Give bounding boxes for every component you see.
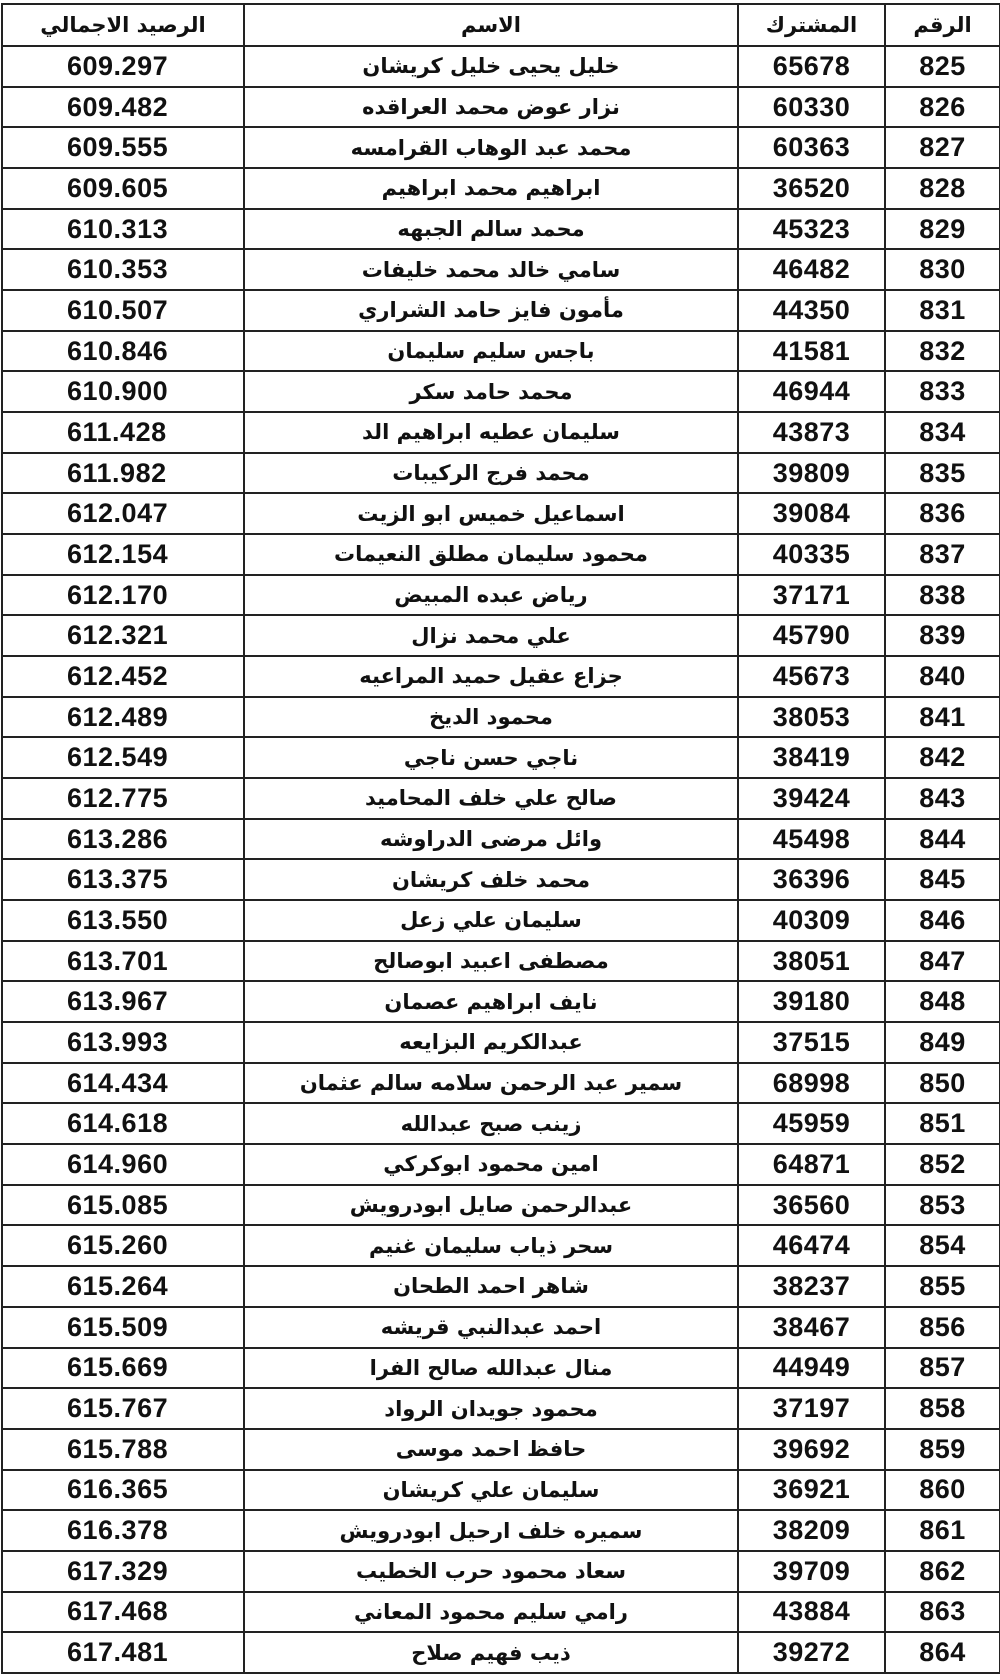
- number-cell: 857: [885, 1348, 1000, 1389]
- table-row: [2, 1022, 1000, 1063]
- subscriber-cell: 46482: [738, 249, 885, 290]
- name-cell: رامي سليم محمود المعاني: [244, 1592, 738, 1633]
- number-cell: 846: [885, 900, 1000, 941]
- subscriber-cell: 36396: [738, 859, 885, 900]
- subscriber-cell: 43873: [738, 412, 885, 453]
- number-cell: 829: [885, 209, 1000, 250]
- subscriber-cell: 46474: [738, 1225, 885, 1266]
- subscriber-cell: 38467: [738, 1307, 885, 1348]
- name-cell: عبدالكريم البزايعه: [244, 1022, 738, 1063]
- name-cell: ذيب فهيم صلاح: [244, 1632, 738, 1673]
- subscriber-cell: 46944: [738, 371, 885, 412]
- total-balance-cell: 612.775: [2, 778, 244, 819]
- number-cell: 850: [885, 1063, 1000, 1104]
- number-cell: 861: [885, 1510, 1000, 1551]
- subscriber-cell: 64871: [738, 1144, 885, 1185]
- name-cell: محمود سليمان مطلق النعيمات: [244, 534, 738, 575]
- subscriber-cell: 38209: [738, 1510, 885, 1551]
- subscriber-cell: 36560: [738, 1185, 885, 1226]
- total-balance-cell: 611.982: [2, 453, 244, 494]
- name-cell: وائل مرضى الدراوشه: [244, 819, 738, 860]
- subscriber-cell: 39180: [738, 981, 885, 1022]
- table-row: [2, 1063, 1000, 1104]
- total-balance-cell: 615.264: [2, 1266, 244, 1307]
- name-cell: مأمون فايز حامد الشراري: [244, 290, 738, 331]
- table-row: [2, 1185, 1000, 1226]
- total-balance-cell: 610.846: [2, 331, 244, 372]
- number-cell: 834: [885, 412, 1000, 453]
- total-balance-cell: 612.047: [2, 493, 244, 534]
- name-cell: علي محمد نزال: [244, 615, 738, 656]
- number-cell: 827: [885, 127, 1000, 168]
- name-cell: محمد سالم الجبهه: [244, 209, 738, 250]
- subscriber-cell: 65678: [738, 46, 885, 87]
- table-row: [2, 1225, 1000, 1266]
- name-cell: محمد خلف كريشان: [244, 859, 738, 900]
- table-row: [2, 819, 1000, 860]
- name-cell: محمد عبد الوهاب القرامسه: [244, 127, 738, 168]
- subscriber-cell: 39424: [738, 778, 885, 819]
- total-balance-cell: 612.489: [2, 697, 244, 738]
- subscriber-cell: 40309: [738, 900, 885, 941]
- subscriber-cell: 45323: [738, 209, 885, 250]
- number-cell: 835: [885, 453, 1000, 494]
- subscriber-cell: 60363: [738, 127, 885, 168]
- table-row: [2, 575, 1000, 616]
- total-balance-cell: 614.618: [2, 1103, 244, 1144]
- table-row: [2, 1632, 1000, 1673]
- name-cell: نزار عوض محمد العراقده: [244, 87, 738, 128]
- total-balance-cell: 613.286: [2, 819, 244, 860]
- number-cell: 839: [885, 615, 1000, 656]
- table-row: [2, 290, 1000, 331]
- name-cell: زينب صبح عبدالله: [244, 1103, 738, 1144]
- table-row: [2, 1551, 1000, 1592]
- name-cell: محمد حامد سكر: [244, 371, 738, 412]
- name-cell: محمد فرج الركيبات: [244, 453, 738, 494]
- number-cell: 825: [885, 46, 1000, 87]
- header-total-balance: الرصيد الاجمالي: [2, 4, 244, 46]
- number-cell: 853: [885, 1185, 1000, 1226]
- number-cell: 851: [885, 1103, 1000, 1144]
- number-cell: 862: [885, 1551, 1000, 1592]
- number-cell: 840: [885, 656, 1000, 697]
- subscriber-cell: 45673: [738, 656, 885, 697]
- number-cell: 832: [885, 331, 1000, 372]
- subscriber-cell: 37197: [738, 1388, 885, 1429]
- header-number: الرقم: [885, 4, 1000, 46]
- name-cell: خليل يحيى خليل كريشان: [244, 46, 738, 87]
- header-subscriber: المشترك: [738, 4, 885, 46]
- total-balance-cell: 617.481: [2, 1632, 244, 1673]
- number-cell: 836: [885, 493, 1000, 534]
- name-cell: اسماعيل خميس ابو الزيت: [244, 493, 738, 534]
- number-cell: 826: [885, 87, 1000, 128]
- number-cell: 830: [885, 249, 1000, 290]
- table-header: [2, 4, 1000, 46]
- name-cell: باجس سليم سليمان: [244, 331, 738, 372]
- name-cell: محمود جويدان الرواد: [244, 1388, 738, 1429]
- subscriber-cell: 38237: [738, 1266, 885, 1307]
- table-row: [2, 371, 1000, 412]
- total-balance-cell: 613.993: [2, 1022, 244, 1063]
- name-cell: سامي خالد محمد خليفات: [244, 249, 738, 290]
- subscriber-cell: 39084: [738, 493, 885, 534]
- total-balance-cell: 615.669: [2, 1348, 244, 1389]
- subscriber-cell: 40335: [738, 534, 885, 575]
- number-cell: 856: [885, 1307, 1000, 1348]
- total-balance-cell: 609.555: [2, 127, 244, 168]
- subscriber-cell: 45790: [738, 615, 885, 656]
- table-row: [2, 249, 1000, 290]
- name-cell: امين محمود ابوكركي: [244, 1144, 738, 1185]
- name-cell: ابراهيم محمد ابراهيم: [244, 168, 738, 209]
- table-row: [2, 941, 1000, 982]
- number-cell: 848: [885, 981, 1000, 1022]
- name-cell: شاهر احمد الطحان: [244, 1266, 738, 1307]
- table-row: [2, 1348, 1000, 1389]
- name-cell: سحر ذياب سليمان غنيم: [244, 1225, 738, 1266]
- table-row: [2, 127, 1000, 168]
- subscriber-cell: 38051: [738, 941, 885, 982]
- total-balance-cell: 610.353: [2, 249, 244, 290]
- subscriber-cell: 44949: [738, 1348, 885, 1389]
- total-balance-cell: 615.767: [2, 1388, 244, 1429]
- table-row: [2, 1592, 1000, 1633]
- name-cell: سليمان علي زعل: [244, 900, 738, 941]
- table-row: [2, 900, 1000, 941]
- table-row: [2, 859, 1000, 900]
- name-cell: احمد عبدالنبي قريشه: [244, 1307, 738, 1348]
- total-balance-cell: 617.329: [2, 1551, 244, 1592]
- table-row: [2, 656, 1000, 697]
- total-balance-cell: 616.378: [2, 1510, 244, 1551]
- subscriber-cell: 39272: [738, 1632, 885, 1673]
- total-balance-cell: 617.468: [2, 1592, 244, 1633]
- subscriber-cell: 68998: [738, 1063, 885, 1104]
- total-balance-cell: 616.365: [2, 1470, 244, 1511]
- number-cell: 844: [885, 819, 1000, 860]
- total-balance-cell: 609.297: [2, 46, 244, 87]
- total-balance-cell: 611.428: [2, 412, 244, 453]
- number-cell: 843: [885, 778, 1000, 819]
- total-balance-cell: 613.550: [2, 900, 244, 941]
- subscriber-cell: 36921: [738, 1470, 885, 1511]
- name-cell: سليمان عطيه ابراهيم الد: [244, 412, 738, 453]
- table-row: [2, 493, 1000, 534]
- table-row: [2, 981, 1000, 1022]
- table-row: [2, 1144, 1000, 1185]
- name-cell: سعاد محمود حرب الخطيب: [244, 1551, 738, 1592]
- total-balance-cell: 614.434: [2, 1063, 244, 1104]
- table-row: [2, 697, 1000, 738]
- total-balance-cell: 612.154: [2, 534, 244, 575]
- subscriber-cell: 41581: [738, 331, 885, 372]
- header-name: الاسم: [244, 4, 738, 46]
- name-cell: سميره خلف ارحيل ابودرويش: [244, 1510, 738, 1551]
- subscriber-cell: 45959: [738, 1103, 885, 1144]
- name-cell: عبدالرحمن صايل ابودرويش: [244, 1185, 738, 1226]
- total-balance-cell: 613.375: [2, 859, 244, 900]
- name-cell: سليمان علي كريشان: [244, 1470, 738, 1511]
- total-balance-cell: 612.321: [2, 615, 244, 656]
- table-row: [2, 168, 1000, 209]
- total-balance-cell: 615.085: [2, 1185, 244, 1226]
- number-cell: 841: [885, 697, 1000, 738]
- subscriber-cell: 60330: [738, 87, 885, 128]
- total-balance-cell: 614.960: [2, 1144, 244, 1185]
- name-cell: حافظ احمد موسى: [244, 1429, 738, 1470]
- document-sheet: [0, 3, 1000, 1680]
- number-cell: 860: [885, 1470, 1000, 1511]
- table-row: [2, 778, 1000, 819]
- table-row: [2, 331, 1000, 372]
- number-cell: 854: [885, 1225, 1000, 1266]
- total-balance-cell: 613.967: [2, 981, 244, 1022]
- subscriber-cell: 38419: [738, 737, 885, 778]
- total-balance-cell: 612.549: [2, 737, 244, 778]
- table-row: [2, 1266, 1000, 1307]
- subscriber-cell: 43884: [738, 1592, 885, 1633]
- table-row: [2, 46, 1000, 87]
- table-row: [2, 1307, 1000, 1348]
- total-balance-cell: 612.170: [2, 575, 244, 616]
- table-row: [2, 1470, 1000, 1511]
- number-cell: 864: [885, 1632, 1000, 1673]
- balances-table: [1, 3, 1000, 1674]
- name-cell: مصطفى اعبيد ابوصالح: [244, 941, 738, 982]
- table-row: [2, 1103, 1000, 1144]
- name-cell: محمود الديخ: [244, 697, 738, 738]
- subscriber-cell: 37515: [738, 1022, 885, 1063]
- number-cell: 845: [885, 859, 1000, 900]
- table-row: [2, 1429, 1000, 1470]
- number-cell: 852: [885, 1144, 1000, 1185]
- subscriber-cell: 37171: [738, 575, 885, 616]
- table-row: [2, 534, 1000, 575]
- name-cell: نايف ابراهيم عصمان: [244, 981, 738, 1022]
- table-row: [2, 737, 1000, 778]
- subscriber-cell: 38053: [738, 697, 885, 738]
- subscriber-cell: 36520: [738, 168, 885, 209]
- number-cell: 838: [885, 575, 1000, 616]
- subscriber-cell: 44350: [738, 290, 885, 331]
- total-balance-cell: 610.313: [2, 209, 244, 250]
- name-cell: ناجي حسن ناجي: [244, 737, 738, 778]
- table-row: [2, 209, 1000, 250]
- total-balance-cell: 610.900: [2, 371, 244, 412]
- table-row: [2, 1510, 1000, 1551]
- table-body: [2, 46, 1000, 1673]
- total-balance-cell: 613.701: [2, 941, 244, 982]
- subscriber-cell: 45498: [738, 819, 885, 860]
- number-cell: 842: [885, 737, 1000, 778]
- number-cell: 849: [885, 1022, 1000, 1063]
- total-balance-cell: 609.482: [2, 87, 244, 128]
- total-balance-cell: 610.507: [2, 290, 244, 331]
- table-row: [2, 412, 1000, 453]
- table-row: [2, 87, 1000, 128]
- subscriber-cell: 39709: [738, 1551, 885, 1592]
- number-cell: 831: [885, 290, 1000, 331]
- number-cell: 858: [885, 1388, 1000, 1429]
- number-cell: 855: [885, 1266, 1000, 1307]
- name-cell: رياض عبده المبيض: [244, 575, 738, 616]
- number-cell: 837: [885, 534, 1000, 575]
- total-balance-cell: 615.788: [2, 1429, 244, 1470]
- total-balance-cell: 609.605: [2, 168, 244, 209]
- subscriber-cell: 39809: [738, 453, 885, 494]
- number-cell: 828: [885, 168, 1000, 209]
- name-cell: سمير عبد الرحمن سلامه سالم عثمان: [244, 1063, 738, 1104]
- name-cell: صالح علي خلف المحاميد: [244, 778, 738, 819]
- number-cell: 833: [885, 371, 1000, 412]
- name-cell: جزاع عقيل حميد المراعيه: [244, 656, 738, 697]
- total-balance-cell: 612.452: [2, 656, 244, 697]
- total-balance-cell: 615.509: [2, 1307, 244, 1348]
- number-cell: 859: [885, 1429, 1000, 1470]
- header-row: [2, 4, 1000, 46]
- table-row: [2, 615, 1000, 656]
- number-cell: 847: [885, 941, 1000, 982]
- total-balance-cell: 615.260: [2, 1225, 244, 1266]
- subscriber-cell: 39692: [738, 1429, 885, 1470]
- name-cell: منال عبدالله صالح الفرا: [244, 1348, 738, 1389]
- number-cell: 863: [885, 1592, 1000, 1633]
- table-row: [2, 453, 1000, 494]
- table-row: [2, 1388, 1000, 1429]
